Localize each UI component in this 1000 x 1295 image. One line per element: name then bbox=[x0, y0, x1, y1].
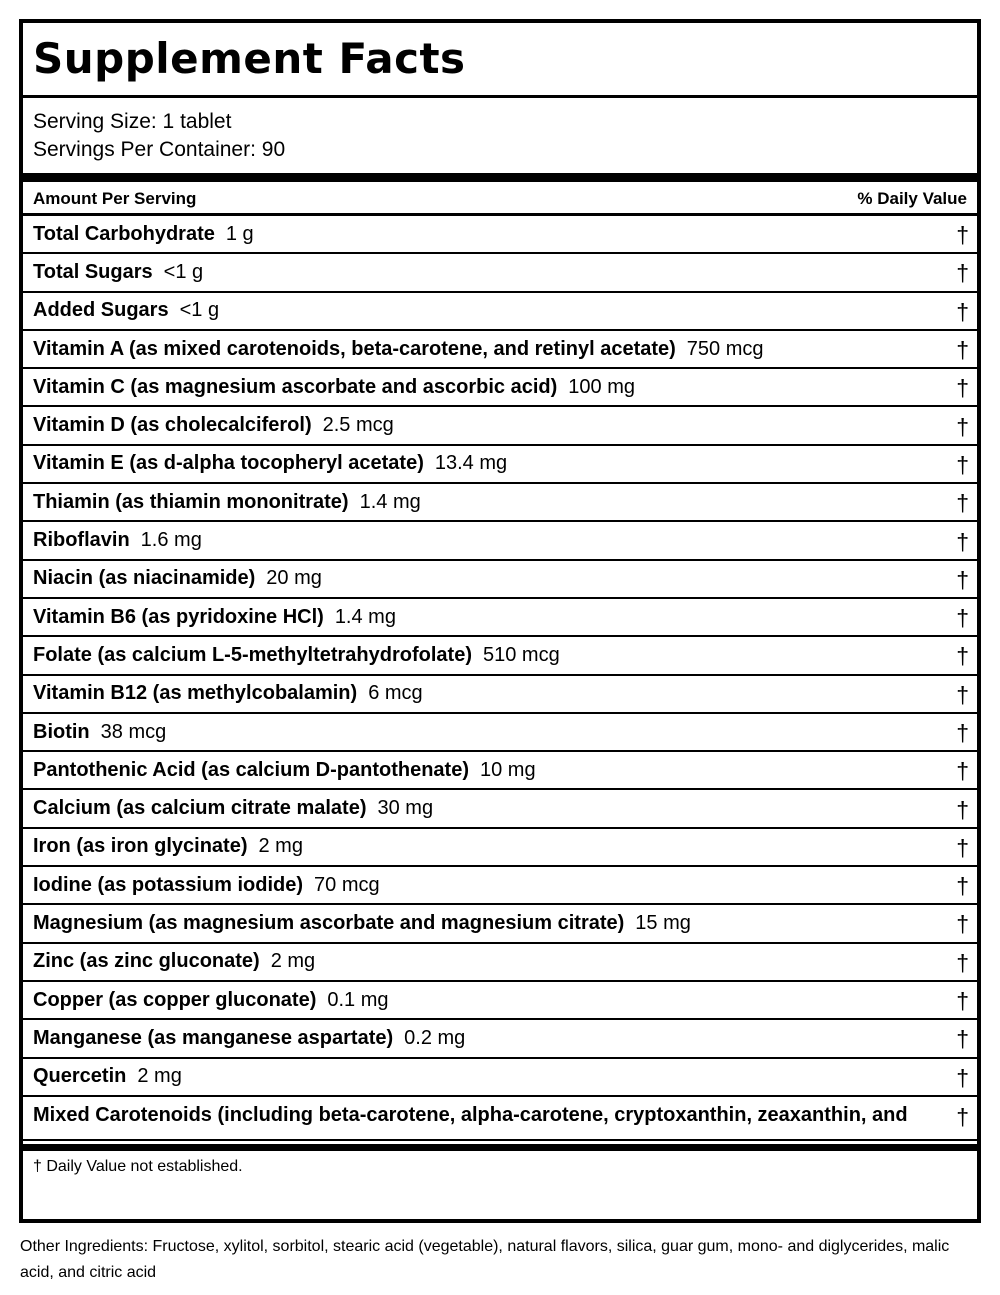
nutrient-row bbox=[23, 446, 977, 484]
daily-value-dagger: † bbox=[956, 1103, 969, 1130]
daily-value-dagger: † bbox=[956, 260, 969, 287]
nutrient-row bbox=[23, 676, 977, 714]
nutrient-amount: 70 mcg bbox=[314, 873, 380, 896]
daily-value-dagger: † bbox=[956, 528, 969, 555]
serving-size: Serving Size: 1 tablet bbox=[33, 110, 232, 133]
nutrient-amount: 750 mcg bbox=[686, 337, 764, 360]
supplement-facts-panel bbox=[19, 19, 981, 1223]
daily-value-dagger: † bbox=[956, 949, 969, 976]
nutrient-row bbox=[23, 369, 977, 407]
nutrient-row bbox=[23, 484, 977, 522]
amount-per-serving-label: Amount Per Serving bbox=[33, 188, 197, 208]
nutrient-amount: 1.6 mg bbox=[140, 529, 202, 552]
nutrient-row bbox=[23, 905, 977, 943]
daily-value-dagger: † bbox=[956, 1064, 969, 1091]
daily-value-dagger: † bbox=[956, 1026, 969, 1053]
nutrient-name: Thiamin (as thiamin mononitrate) bbox=[33, 490, 349, 513]
daily-value-dagger: † bbox=[956, 796, 969, 823]
nutrient-row bbox=[23, 1020, 977, 1058]
nutrient-name: Pantothenic Acid (as calcium D-pantothenate) bbox=[33, 758, 469, 781]
nutrient-name: Total Sugars bbox=[33, 260, 153, 283]
nutrient-name: Iodine (as potassium iodide) bbox=[33, 873, 304, 896]
nutrient-amount: 13.4 mg bbox=[434, 452, 508, 475]
daily-value-dagger: † bbox=[956, 758, 969, 785]
nutrient-name: Calcium (as calcium citrate malate) bbox=[33, 797, 367, 820]
nutrient-row bbox=[23, 599, 977, 637]
nutrient-amount: 100 mg bbox=[568, 375, 635, 398]
daily-value-dagger: † bbox=[956, 911, 969, 938]
daily-value-dagger: † bbox=[956, 375, 969, 402]
nutrient-row bbox=[23, 254, 977, 292]
nutrient-amount: 2 mg bbox=[270, 950, 316, 973]
nutrient-amount: 0.2 mg bbox=[404, 1026, 466, 1049]
nutrient-name: Zinc (as zinc gluconate) bbox=[33, 950, 260, 973]
nutrient-row bbox=[23, 867, 977, 905]
footnote: † Daily Value not established. bbox=[33, 1158, 243, 1176]
nutrient-amount: 1.4 mg bbox=[359, 490, 421, 513]
nutrient-name: Quercetin bbox=[33, 1065, 127, 1088]
nutrient-name: Magnesium (as magnesium ascorbate and magnesium citrate) bbox=[33, 911, 625, 934]
nutrient-amount: 510 mcg bbox=[482, 643, 560, 666]
nutrient-amount: 20 mg bbox=[266, 567, 322, 590]
nutrient-row bbox=[23, 1097, 977, 1135]
nutrient-name: Mixed Carotenoids (including beta-carotene, alpha-carotene, cryptoxanthin, zeaxanthin, and bbox=[33, 1104, 908, 1127]
nutrient-row bbox=[23, 331, 977, 369]
daily-value-dagger: † bbox=[956, 451, 969, 478]
daily-value-dagger: † bbox=[956, 413, 969, 440]
daily-value-dagger: † bbox=[956, 566, 969, 593]
nutrient-row bbox=[23, 216, 977, 254]
daily-value-label: % Daily Value bbox=[857, 188, 967, 208]
nutrient-row bbox=[23, 790, 977, 828]
nutrient-row bbox=[23, 293, 977, 331]
nutrient-row bbox=[23, 407, 977, 445]
title-bar bbox=[23, 23, 977, 98]
nutrient-row bbox=[23, 944, 977, 982]
daily-value-dagger: † bbox=[956, 490, 969, 517]
daily-value-dagger: † bbox=[956, 336, 969, 363]
nutrient-row bbox=[23, 829, 977, 867]
nutrient-amount: <1 g bbox=[163, 260, 204, 283]
thick-divider bbox=[23, 173, 977, 182]
daily-value-dagger: † bbox=[956, 604, 969, 631]
nutrient-name: Vitamin B12 (as methylcobalamin) bbox=[33, 682, 358, 705]
nutrient-rows bbox=[23, 216, 977, 1135]
panel-title: Supplement Facts bbox=[33, 34, 466, 83]
nutrient-name: Biotin bbox=[33, 720, 90, 743]
nutrient-amount: 0.1 mg bbox=[327, 988, 389, 1011]
nutrient-name: Manganese (as manganese aspartate) bbox=[33, 1026, 394, 1049]
daily-value-dagger: † bbox=[956, 987, 969, 1014]
nutrient-name: Vitamin B6 (as pyridoxine HCl) bbox=[33, 605, 324, 628]
nutrient-amount: 1 g bbox=[225, 222, 254, 245]
daily-value-dagger: † bbox=[956, 719, 969, 746]
daily-value-dagger: † bbox=[956, 681, 969, 708]
nutrient-row bbox=[23, 714, 977, 752]
nutrient-row bbox=[23, 752, 977, 790]
nutrient-name: Folate (as calcium L-5-methyltetrahydrofolate) bbox=[33, 643, 472, 666]
nutrient-row bbox=[23, 637, 977, 675]
servings-per-container: Servings Per Container: 90 bbox=[33, 138, 286, 161]
nutrient-name: Vitamin D (as cholecalciferol) bbox=[33, 414, 312, 437]
nutrient-name: Vitamin C (as magnesium ascorbate and ascorbic acid) bbox=[33, 375, 558, 398]
nutrient-amount: <1 g bbox=[179, 299, 220, 322]
nutrient-amount: 2.5 mcg bbox=[322, 414, 394, 437]
nutrient-amount: 6 mcg bbox=[368, 682, 423, 705]
daily-value-dagger: † bbox=[956, 298, 969, 325]
other-ingredients: Other Ingredients: Fructose, xylitol, sorbitol, stearic acid (vegetable), natural flavors, silica, guar gum, mono- and diglycerides, malic acid, and citric acid bbox=[20, 1238, 950, 1281]
nutrient-amount: 2 mg bbox=[258, 835, 303, 858]
nutrient-name: Iron (as iron glycinate) bbox=[33, 835, 248, 858]
nutrient-name: Niacin (as niacinamide) bbox=[33, 567, 256, 590]
daily-value-dagger: † bbox=[956, 222, 969, 249]
nutrient-amount: 30 mg bbox=[377, 797, 434, 820]
serving-info bbox=[23, 98, 977, 173]
nutrient-name: Added Sugars bbox=[33, 299, 169, 322]
nutrient-name: Copper (as copper gluconate) bbox=[33, 988, 317, 1011]
nutrient-row bbox=[23, 1059, 977, 1097]
nutrient-row bbox=[23, 522, 977, 560]
nutrient-row bbox=[23, 561, 977, 599]
daily-value-dagger: † bbox=[956, 834, 969, 861]
nutrient-amount: 15 mg bbox=[635, 911, 691, 934]
nutrient-amount: 10 mg bbox=[480, 758, 536, 781]
column-header bbox=[23, 182, 977, 216]
bottom-divider bbox=[23, 1139, 977, 1151]
nutrient-name: Total Carbohydrate bbox=[33, 222, 215, 245]
nutrient-row bbox=[23, 982, 977, 1020]
nutrient-name: Vitamin E (as d-alpha tocopheryl acetate) bbox=[33, 452, 424, 475]
nutrient-amount: 38 mcg bbox=[100, 720, 167, 743]
nutrient-name: Riboflavin bbox=[33, 529, 130, 552]
daily-value-dagger: † bbox=[956, 643, 969, 670]
nutrient-amount: 2 mg bbox=[137, 1065, 182, 1088]
nutrient-amount: 1.4 mg bbox=[334, 605, 396, 628]
daily-value-dagger: † bbox=[956, 873, 969, 900]
nutrient-name: Vitamin A (as mixed carotenoids, beta-carotene, and retinyl acetate) bbox=[33, 337, 676, 360]
